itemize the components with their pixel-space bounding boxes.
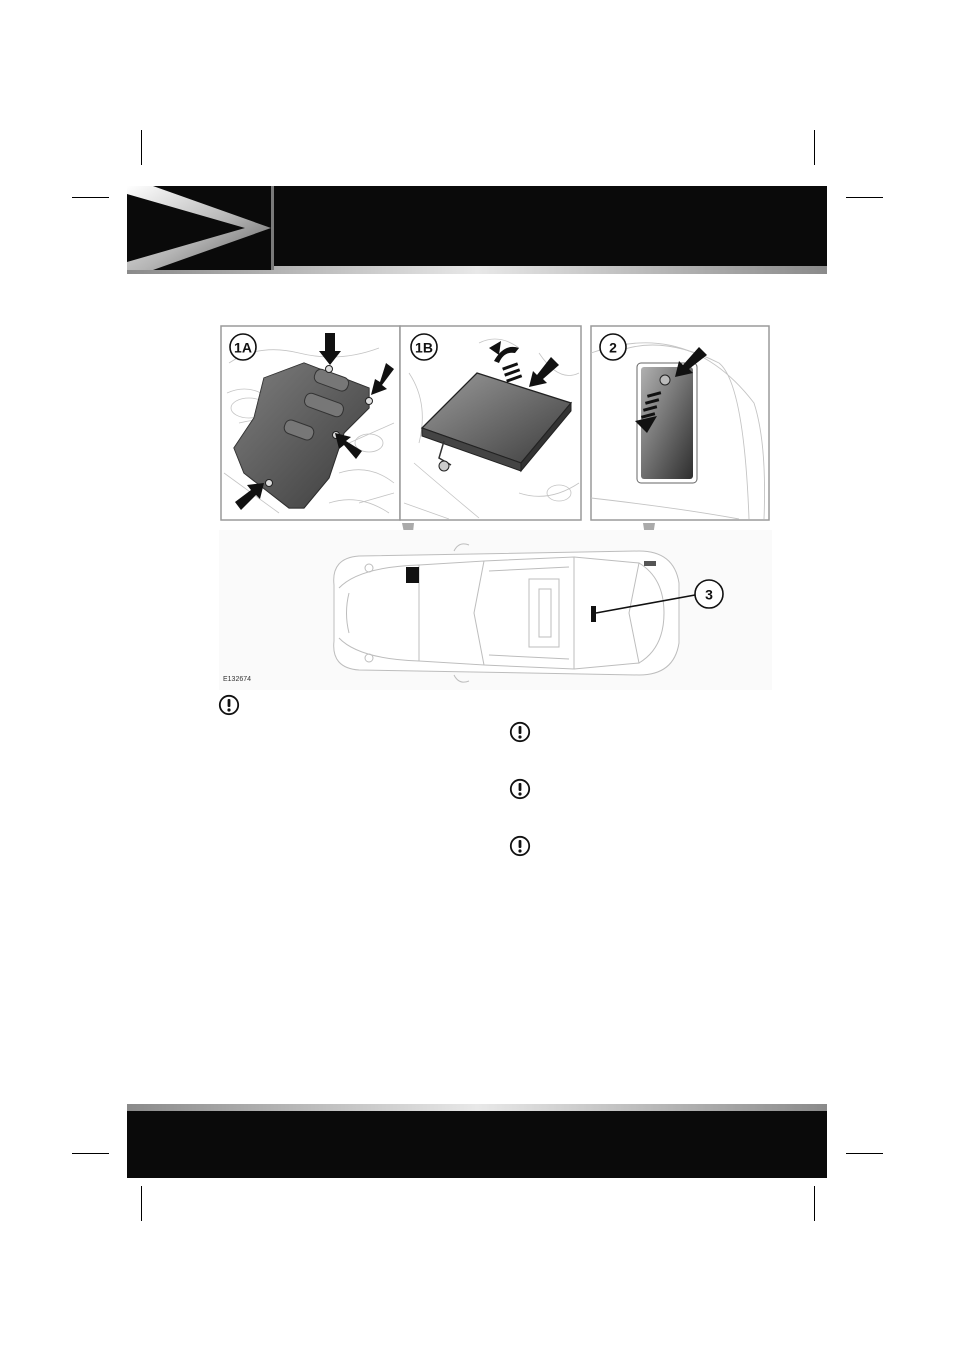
panel-1a [221,326,400,520]
crop-mark-bottom-right-horizontal [846,1153,883,1154]
figure-reference: E132674 [223,676,252,683]
rear-fuse-box-marker [591,606,596,622]
crop-mark-bottom-right-vertical [814,1186,815,1221]
page-footer-band [127,1111,827,1178]
crop-mark-bottom-left-horizontal [72,1153,109,1154]
panel-2-label: 2 [609,339,617,356]
panel-1a-label: 1A [234,339,252,356]
crop-mark-top-right-horizontal [846,197,883,198]
panel-2 [591,326,769,520]
warning-icon [509,835,531,857]
warning-icon [509,778,531,800]
warning-icon [509,721,531,743]
panel-1b [400,326,581,520]
crop-mark-bottom-left-vertical [141,1186,142,1221]
crop-mark-top-right-vertical [814,130,815,165]
warning-icon [218,694,240,716]
panel-1b-label: 1B [415,339,433,356]
crop-mark-top-left-horizontal [72,197,109,198]
callout-3-label: 3 [705,586,713,603]
crop-mark-top-left-vertical [141,130,142,165]
chapter-chevron-block [127,186,274,270]
boot-fuse-box-marker [644,561,656,566]
fuse-box-location-figure [219,323,772,690]
chevron-icon [127,186,271,270]
engine-bay-fuse-box-marker [406,567,419,583]
car-top-view [219,530,772,690]
